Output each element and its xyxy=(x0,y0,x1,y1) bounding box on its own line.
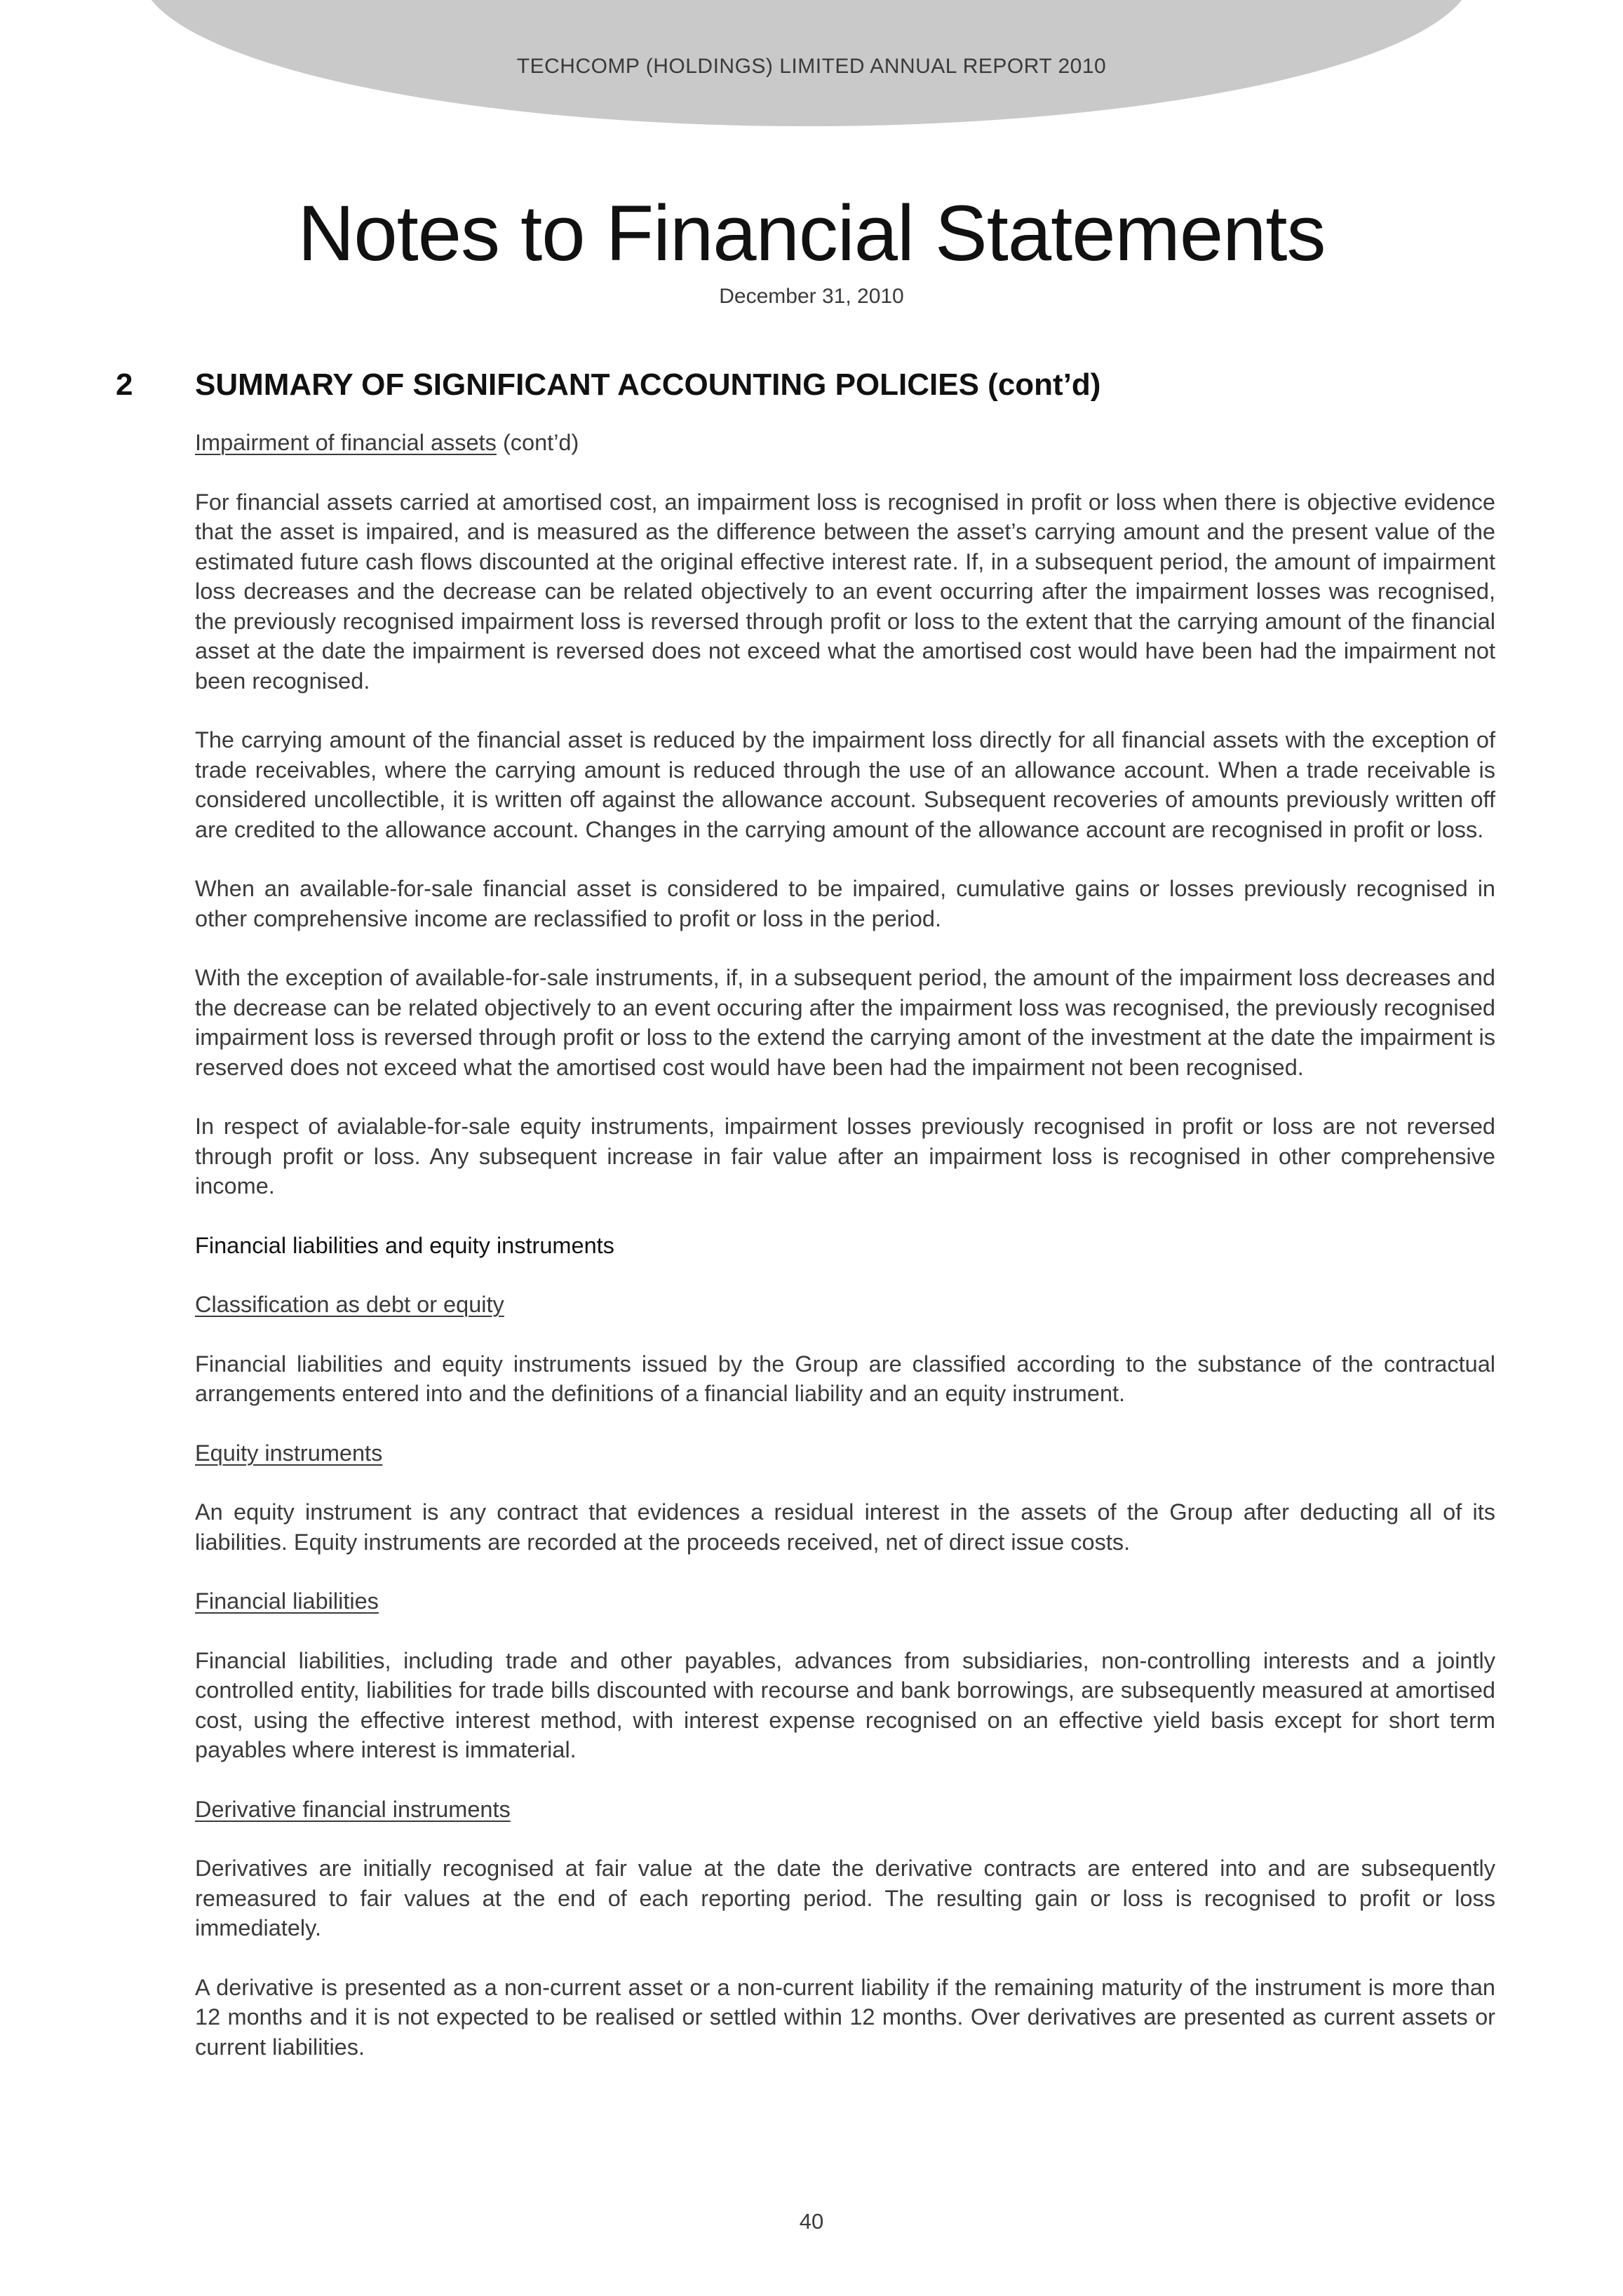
report-title: TECHCOMP (HOLDINGS) LIMITED ANNUAL REPORT 2010 xyxy=(516,55,1107,78)
derivatives-subheading xyxy=(195,1795,1495,1825)
impairment-heading-text: Impairment of financial assets xyxy=(195,430,497,455)
liabilities-heading: Financial liabilities and equity instruments xyxy=(195,1232,614,1258)
impairment-subheading xyxy=(195,428,1495,458)
equity-heading-text: Equity instruments xyxy=(195,1440,383,1466)
financial-liabilities-paragraph: Financial liabilities, including trade and other payables, advances from subsidiaries, non-controlling interests and a jointly controlled entity, liabilities for trade bills discounted with recourse and bank borrowings, are subsequently measured at amortised cost, using the effective interest method, with interest expense recognised on an effective yield basis except for short term payables where interest is immaterial. xyxy=(195,1647,1495,1762)
section-title: SUMMARY OF SIGNIFICANT ACCOUNTING POLICIES (cont’d) xyxy=(195,367,1101,402)
classification-paragraph: Financial liabilities and equity instruments issued by the Group are classified according to the substance of the contractual arrangements entered into and the definitions of a financial liability and an equity instrument. xyxy=(195,1351,1495,1406)
page-date: December 31, 2010 xyxy=(719,285,904,308)
derivatives-paragraph-2: A derivative is presented as a non-current asset or a non-current liability if the remaining maturity of the instrument is more than 12 months and it is not expected to be realised or settled within 12 months. Over derivatives are presented as current assets or current liabilities. xyxy=(195,1974,1495,2060)
equity-subheading xyxy=(195,1438,1495,1468)
notes-content xyxy=(195,428,1495,2091)
derivatives-paragraph-1: Derivatives are initially recognised at fair value at the date the derivative contracts are entered into and are subsequently remeasured to fair values at the end of each reporting period. The resulting gain or loss is recognised to profit or loss immediately. xyxy=(195,1856,1495,1940)
financial-liabilities-heading-text: Financial liabilities xyxy=(195,1588,379,1614)
impairment-paragraph-1: For financial assets carried at amortised cost, an impairment loss is recognised in profit or loss when there is objective evidence that the asset is impaired, and is measured as the difference between the asset’s carrying amount and the present value of the estimated future cash flows discounted at the original effective interest rate. If, in a subsequent period, the amount of impairment loss decreases and the decrease can be related objectively to an event occurring after the impairment losses was recognised, the previously recognised impairment loss is reversed through profit or loss to the extent that the carrying amount of the financial asset at the date the impairment is reversed does not exceed what the amortised cost would have been had the impairment not been recognised. xyxy=(195,489,1495,694)
impairment-paragraph-4: With the exception of available-for-sale instruments, if, in a subsequent period, the amount of the impairment loss decreases and the decrease can be related objectively to an event occuring after the impairment loss was recognised, the previously recognised impairment loss is reversed through profit or loss to the extend the carrying amont of the investment at the date the impairment is reserved does not exceed what the amortised cost would have been had the impairment not been recognised. xyxy=(195,965,1495,1080)
financial-liabilities-subheading xyxy=(195,1586,1495,1616)
section-number: 2 xyxy=(116,367,133,402)
impairment-heading-suffix: (cont’d) xyxy=(496,430,579,455)
impairment-paragraph-2: The carrying amount of the financial asset is reduced by the impairment loss directly for all financial assets with the exception of trade receivables, where the carrying amount is reduced through the use of an allowance account. When a trade receivable is considered uncollectible, it is written off against the allowance account. Subsequent recoveries of amounts previously written off are credited to the allowance account. Changes in the carrying amount of the allowance account are recognised in profit or loss. xyxy=(195,727,1495,842)
equity-paragraph: An equity instrument is any contract that evidences a residual interest in the assets of the Group after deducting all of its liabilities. Equity instruments are recorded at the proceeds received, net of direct issue costs. xyxy=(195,1499,1495,1555)
classification-heading-text: Classification as debt or equity xyxy=(195,1292,504,1317)
page-title: Notes to Financial Statements xyxy=(297,189,1326,277)
impairment-paragraph-3: When an available-for-sale financial asset is considered to be impaired, cumulative gains or losses previously recognised in other comprehensive income are reclassified to profit or loss in the period. xyxy=(195,876,1495,931)
derivatives-heading-text: Derivative financial instruments xyxy=(195,1796,511,1822)
classification-subheading xyxy=(195,1290,1495,1320)
page-number: 40 xyxy=(799,2209,824,2234)
impairment-paragraph-5: In respect of avialable-for-sale equity instruments, impairment losses previously recognised in profit or loss are not reversed through profit or loss. Any subsequent increase in fair value after an impairment loss is recognised in other comprehensive income. xyxy=(195,1114,1495,1198)
